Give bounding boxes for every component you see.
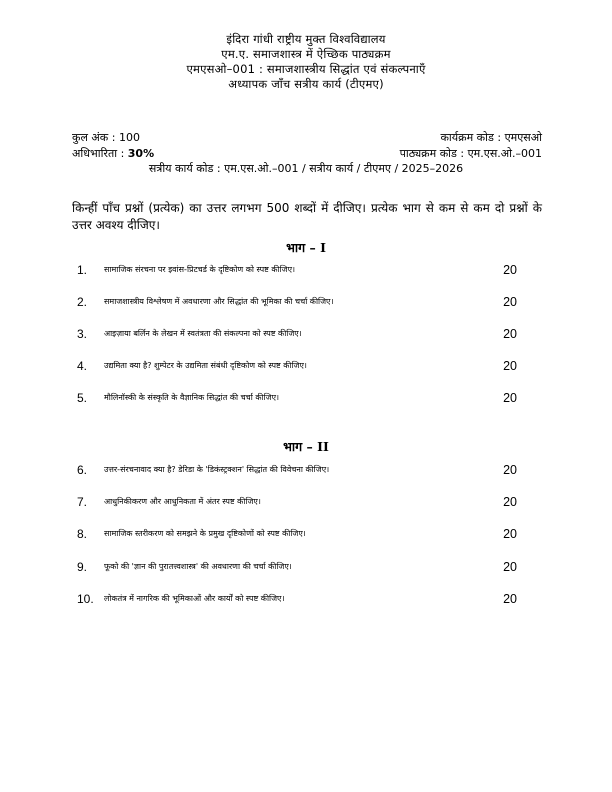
- university-name: इंदिरा गांधी राष्ट्रीय मुक्त विश्वविद्यालय: [226, 32, 386, 46]
- course-code: पाठ्यक्रम कोड : एम.एस.ओ.–001: [399, 147, 542, 160]
- question-marks: 20: [503, 391, 517, 405]
- question-number: 5.: [77, 391, 88, 405]
- question-item: [77, 263, 517, 279]
- question-text: उत्तर-संरचनावाद क्या है? डेरिडा के 'डिकंस्ट्रक्शन' सिद्धांत की विवेचना कीजिए।: [104, 465, 330, 474]
- document-header: [0, 32, 612, 92]
- question-text: मौलिनॉस्की के संस्कृति के वैज्ञानिक सिद्धांत की चर्चा कीजिए।: [104, 393, 280, 402]
- total-marks: कुल अंक : 100: [72, 131, 140, 144]
- question-text: समाजशास्त्रीय विश्लेषण में अवधारणा और सिद्धांत की भूमिका की चर्चा कीजिए।: [104, 297, 334, 306]
- question-marks: 20: [503, 463, 517, 477]
- question-item: [77, 327, 517, 343]
- question-number: 3.: [77, 327, 88, 341]
- question-number: 7.: [77, 495, 88, 509]
- question-marks: 20: [503, 359, 517, 373]
- weightage-value: 30%: [127, 147, 155, 160]
- question-item: [77, 527, 517, 543]
- question-text: सामाजिक संरचना पर इवांस-प्रिटचर्ड के दृष्टिकोण को स्पष्ट कीजिए।: [104, 265, 296, 274]
- question-marks: 20: [503, 327, 517, 341]
- programme-code: कार्यक्रम कोड : एमएसओ: [440, 131, 542, 144]
- question-number: 10.: [77, 592, 94, 606]
- question-text: लोकतंत्र में नागरिक की भूमिकाओं और कार्यों को स्पष्ट कीजिए।: [104, 594, 285, 603]
- weightage: [72, 147, 154, 161]
- question-number: 6.: [77, 463, 88, 477]
- question-text: आधुनिकीकरण और आधुनिकता में अंतर स्पष्ट कीजिए।: [104, 497, 261, 506]
- question-marks: 20: [503, 263, 517, 277]
- question-number: 4.: [77, 359, 88, 373]
- part-heading: भाग – I: [286, 240, 326, 255]
- assignment-title: अध्यापक जाँच सत्रीय कार्य (टीएमए): [228, 77, 384, 91]
- weightage-label: अधिभारिता :: [72, 147, 128, 160]
- question-number: 1.: [77, 263, 88, 277]
- part-heading: भाग – II: [283, 439, 329, 454]
- question-marks: 20: [503, 295, 517, 309]
- instructions: किन्हीं पाँच प्रश्नों (प्रत्येक) का उत्तर लगभग 500 शब्दों में दीजिए। प्रत्येक भाग से कम से कम दो प्रश्नों के उत्तर अवश्य दीजिए।: [72, 201, 542, 232]
- question-marks: 20: [503, 495, 517, 509]
- course-title: एमएसओ–001 : समाजशास्त्रीय सिद्धांत एवं संकल्पनाएँ: [186, 62, 426, 76]
- question-number: 8.: [77, 527, 88, 541]
- question-item: [77, 359, 517, 375]
- question-item: [77, 391, 517, 407]
- question-text: उद्यमिता क्या है? शुम्पेटर के उद्यमिता संबंधी दृष्टिकोण को स्पष्ट कीजिए।: [104, 361, 307, 370]
- question-text: सामाजिक स्तरीकरण को समझने के प्रमुख दृष्टिकोणों को स्पष्ट कीजिए।: [104, 529, 306, 538]
- question-item: [77, 295, 517, 311]
- question-item: [77, 560, 517, 576]
- question-marks: 20: [503, 592, 517, 606]
- assignment-code: सत्रीय कार्य कोड : एम.एस.ओ.–001 / सत्रीय कार्य / टीएमए / 2025–2026: [148, 162, 464, 175]
- question-marks: 20: [503, 560, 517, 574]
- question-marks: 20: [503, 527, 517, 541]
- question-text: फूको की 'ज्ञान की पुरातत्त्वशास्त्र' की अवधारणा की चर्चा कीजिए।: [104, 562, 292, 571]
- question-item: [77, 495, 517, 511]
- question-number: 9.: [77, 560, 88, 574]
- question-item: [77, 592, 517, 608]
- question-number: 2.: [77, 295, 88, 309]
- question-text: आइज़ाया बर्लिन के लेखन में स्वतंत्रता की संकल्पना को स्पष्ट कीजिए।: [104, 329, 302, 338]
- programme-title: एम.ए. समाजशास्त्र में ऐच्छिक पाठ्यक्रम: [221, 47, 391, 61]
- question-item: [77, 463, 517, 479]
